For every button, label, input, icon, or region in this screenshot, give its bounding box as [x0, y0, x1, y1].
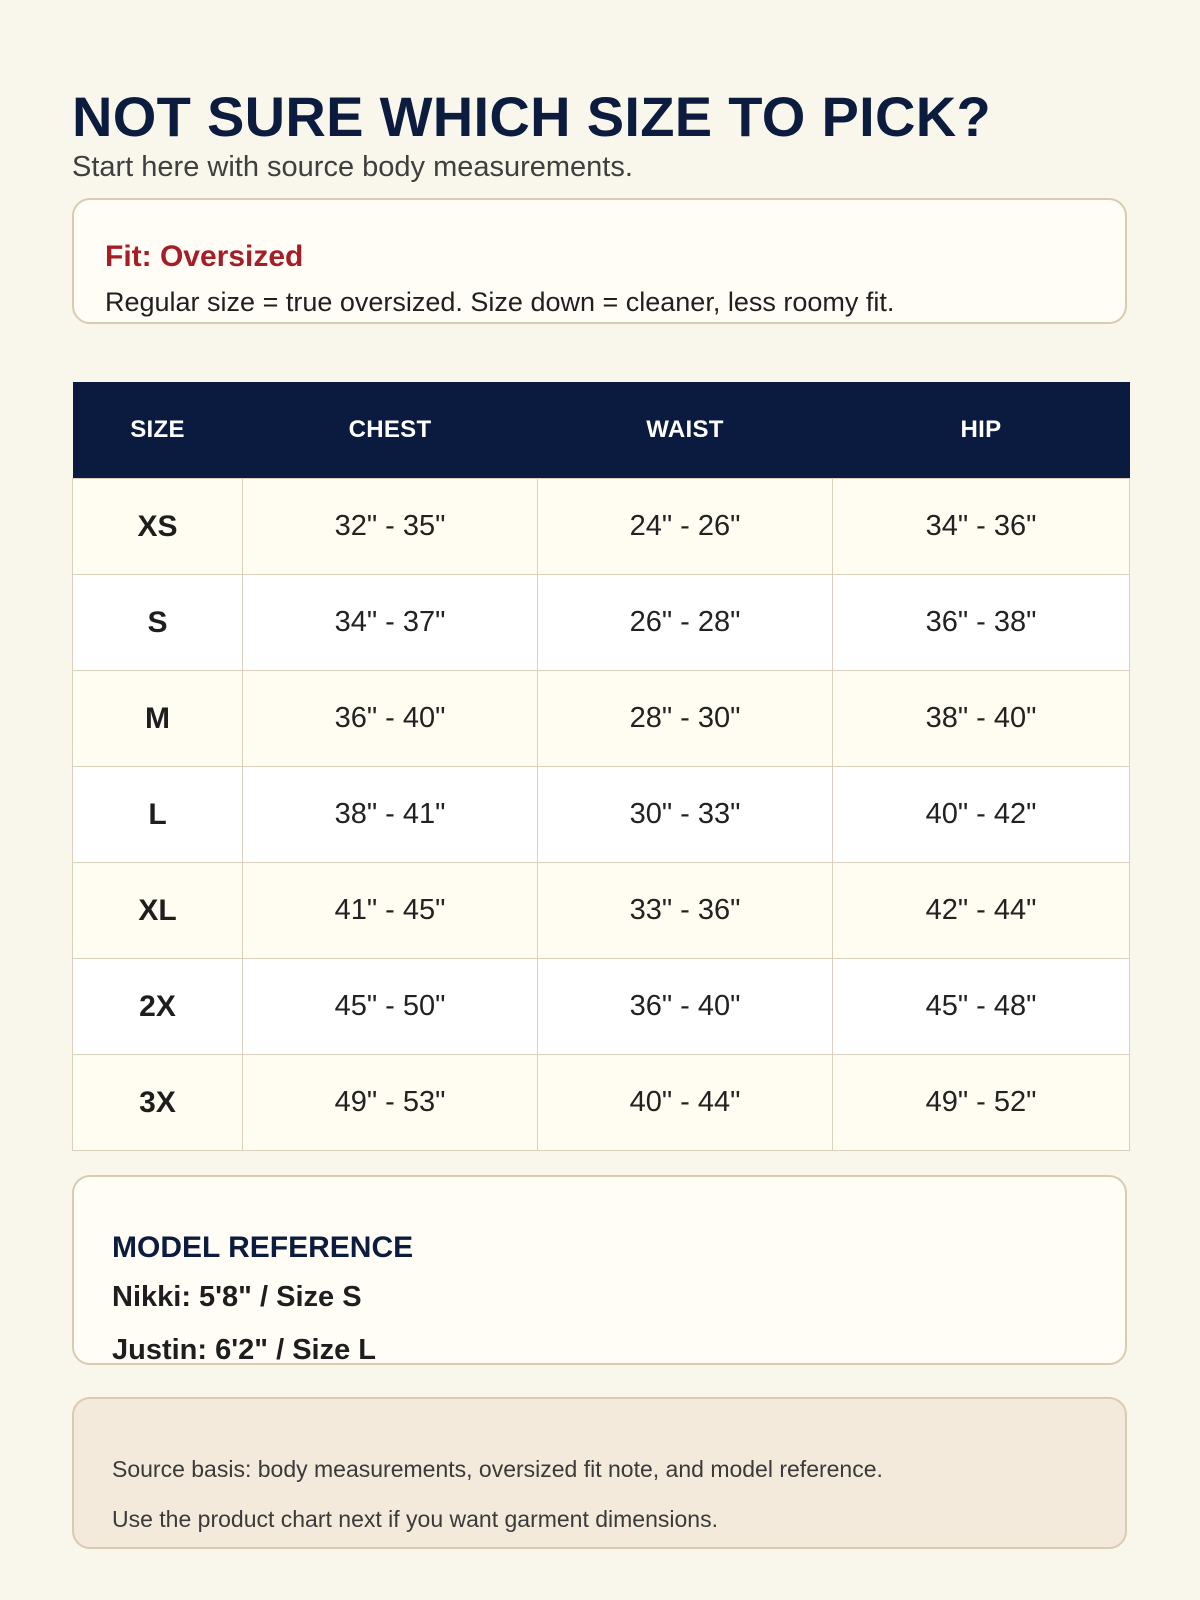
waist-cell: 33" - 36": [538, 863, 833, 959]
table-row: [73, 767, 1130, 863]
waist-cell: 40" - 44": [538, 1055, 833, 1151]
column-header-size: SIZE: [73, 382, 243, 479]
page-subtitle: Start here with source body measurements.: [72, 151, 633, 183]
model-reference-nikki: Nikki: 5'8" / Size S: [112, 1281, 362, 1313]
table-row: [73, 575, 1130, 671]
size-cell: S: [73, 575, 243, 671]
fit-label: Fit: Oversized: [105, 240, 304, 273]
waist-cell: 24" - 26": [538, 479, 833, 575]
model-reference-heading: MODEL REFERENCE: [112, 1231, 414, 1264]
table-row: [73, 1055, 1130, 1151]
hip-cell: 42" - 44": [833, 863, 1130, 959]
waist-cell: 26" - 28": [538, 575, 833, 671]
page-title: NOT SURE WHICH SIZE TO PICK?: [72, 85, 991, 148]
waist-cell: 30" - 33": [538, 767, 833, 863]
column-header-waist: WAIST: [538, 382, 833, 479]
table-row: [73, 959, 1130, 1055]
source-basis-card: [72, 1397, 1127, 1549]
garment-dimensions-note: Use the product chart next if you want garment dimensions.: [112, 1506, 718, 1532]
size-cell: XS: [73, 479, 243, 575]
column-header-chest: CHEST: [243, 382, 538, 479]
chest-cell: 41" - 45": [243, 863, 538, 959]
fit-note: Regular size = true oversized. Size down = cleaner, less roomy fit.: [105, 287, 895, 317]
table-header-row: [73, 382, 1130, 479]
hip-cell: 36" - 38": [833, 575, 1130, 671]
hip-cell: 40" - 42": [833, 767, 1130, 863]
model-reference-justin: Justin: 6'2" / Size L: [112, 1334, 376, 1365]
chest-cell: 45" - 50": [243, 959, 538, 1055]
hip-cell: 45" - 48": [833, 959, 1130, 1055]
column-header-hip: HIP: [833, 382, 1130, 479]
chest-cell: 38" - 41": [243, 767, 538, 863]
table-row: [73, 671, 1130, 767]
hip-cell: 38" - 40": [833, 671, 1130, 767]
chest-cell: 32" - 35": [243, 479, 538, 575]
size-cell: 3X: [73, 1055, 243, 1151]
hip-cell: 49" - 52": [833, 1055, 1130, 1151]
size-cell: 2X: [73, 959, 243, 1055]
size-cell: M: [73, 671, 243, 767]
size-chart-table: [72, 382, 1130, 1151]
source-basis-note: Source basis: body measurements, oversized fit note, and model reference.: [112, 1456, 883, 1482]
waist-cell: 28" - 30": [538, 671, 833, 767]
hip-cell: 34" - 36": [833, 479, 1130, 575]
fit-card: [72, 198, 1127, 324]
model-reference-card: [72, 1175, 1127, 1365]
size-cell: XL: [73, 863, 243, 959]
size-cell: L: [73, 767, 243, 863]
table-row: [73, 863, 1130, 959]
chest-cell: 49" - 53": [243, 1055, 538, 1151]
chest-cell: 36" - 40": [243, 671, 538, 767]
chest-cell: 34" - 37": [243, 575, 538, 671]
table-row: [73, 479, 1130, 575]
waist-cell: 36" - 40": [538, 959, 833, 1055]
